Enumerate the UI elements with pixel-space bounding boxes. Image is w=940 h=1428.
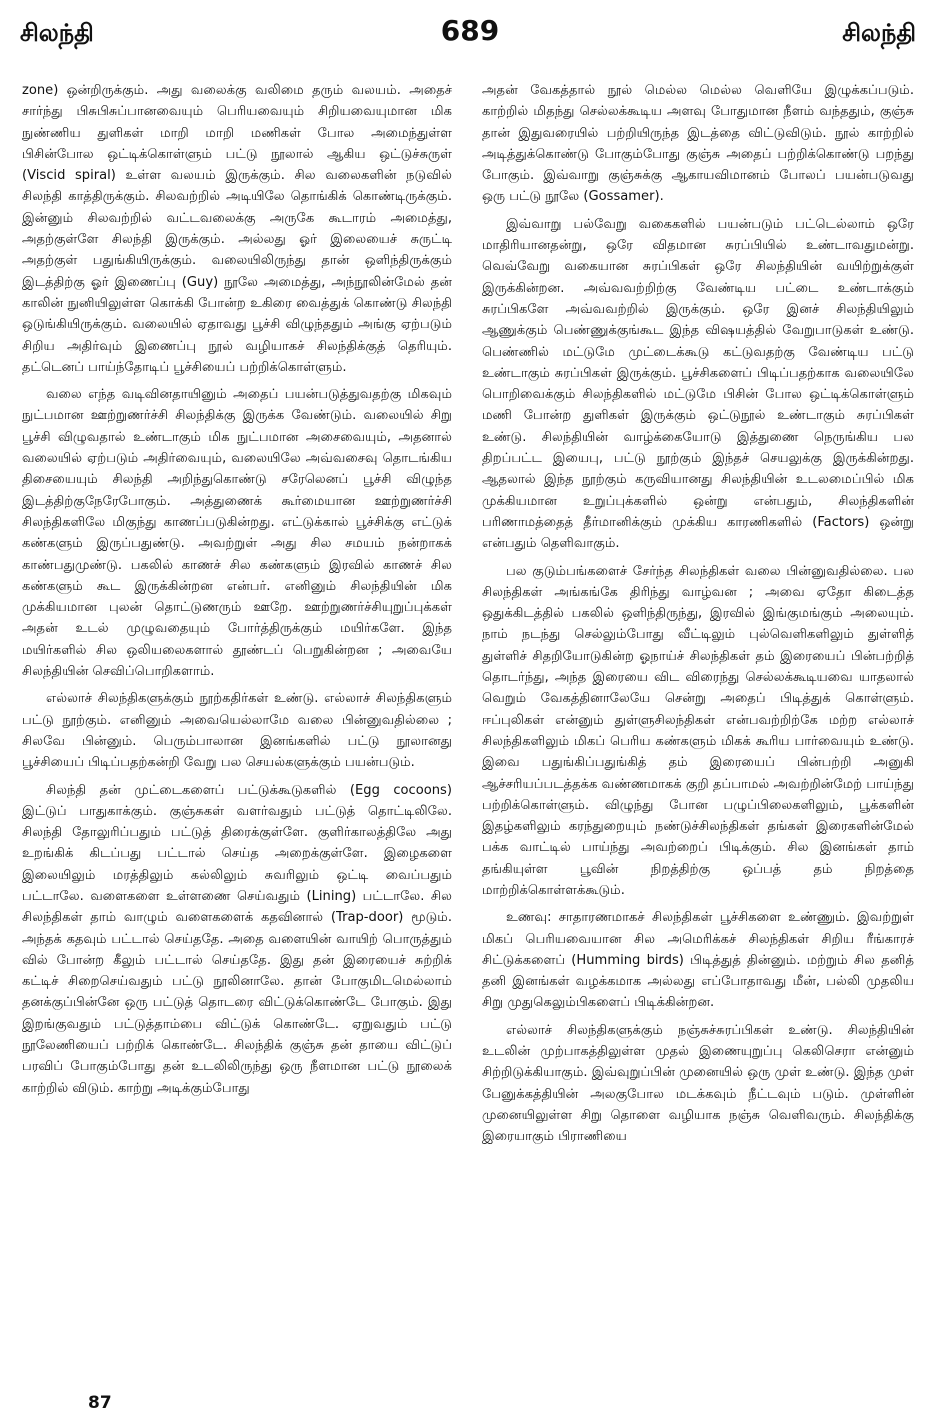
signature-number: 87 — [88, 1393, 112, 1413]
running-head-left: சிலந்தி — [20, 19, 94, 47]
page-number: 689 — [440, 14, 500, 47]
paragraph: பல குடும்பங்களைச் சேர்ந்த சிலந்திகள் வலை பின்னுவதில்லை. பல சிலந்திகள் அங்கங்கே திரிந்து வாழ்வன ; அவை ஏதோ கிடைத்த ஒதுக்கிடத்தில் பகலில் ஒளிந்திருந்து, இரவில் இங்குமங்கும் அலையும். நாம் நடந்து செல்லும்போது வீட்டிலும் புல்வெளிகளிலும் துள்ளித் துள்ளிச் சிதறியோடுகின்ற ஓநாய்ச் சிலந்திகள் தம் இரையைப் பின்பற்றித் தொடர்ந்து, அந்த இரையை விட விரைந்து செல்லக்கூடியவை யாதலால் வெறும் வேகத்தினாலேயே சென்று அதைப் பிடித்துக் கொள்ளும். ஈப்புலிகள் என்னும் துள்ளுசிலந்திகள் என்பவற்றிற்கே மற்ற எல்லாச் சிலந்திகளிலும் மிகப் பெரிய கண்களும் மிகக் கூரிய பார்வையும் உண்டு. இவை பதுங்கிப்பதுங்கித் தம் இரையைப் பின்பற்றி அனுகி ஆச்சரியப்படத்தக்க வண்ணமாகக் குறி தப்பாமல் அவற்றின்மேற் பாய்ந்து பற்றிக்கொள்ளும். விழுந்து போன பழுப்பிலைகளிலும், பூக்களின் இதழ்களிலும் கரந்துறையும் நண்டுச்சிலந்திகள் தங்கள் இரைகளின்மேல் பக்க வாட்டில் பாய்ந்து அவற்றைப் பிடிக்கும். சில இனங்கள் தாம் தங்கியுள்ள பூவின் நிறத்திற்கு ஒப்பத் தம் நிறத்தை மாற்றிக்கொள்ளக்கூடும். — [482, 563, 914, 898]
paragraph: சிலந்தி தன் முட்டைகளைப் பட்டுக்கூடுகளில் (Egg cocoons) இட்டுப் பாதுகாக்கும். குஞ்சுகள் வளர்வதும் பட்டுத் தொட்டிலிலே. சிலந்தி தோலுரிப்பதும் பட்டுத் திரைக்குள்ளே. குளிர்காலத்திலே அது உறங்கிக் கிடப்பது பட்டால் செய்த அறைக்குள்ளே. இழைகளை இலையிலும் மரத்திலும் கல்லிலும் சுவரிலும் ஒட்டி வைப்பதும் பட்டாலே. வளைகளை உள்ளணை செய்வதும் (Lining) பட்டாலே. சில சிலந்திகள் தாம் வாழும் வளைகளைக் கதவினால் (Trap-door) மூடும். அந்தக் கதவும் பட்டால் செய்ததே. அதை வளையின் வாயிற் பொருத்தும் வில் போன்ற கீலும் பட்டால் செய்ததே. இது தன் இரையைச் சுற்றிக் கட்டிச் சிறைசெய்வதும் பட்டு நூலினாலே. தான் போகுமிடமெல்லாம் தனக்குப்பின்னே ஒரு பட்டுத் தொடரை விட்டுக்கொண்டே போகும். இது இறங்குவதும் பட்டுத்தாம்பை விட்டுக் கொண்டே. ஏறுவதும் பட்டு நூலேணியைப் பற்றிக் கொண்டே. சிலந்திக் குஞ்சு தன் தாயை விட்டுப் பரவிப் போகும்போது தன் உடலிலிருந்து ஒரு நீளமான பட்டு நூலைக் காற்றில் விடும். காற்று அடிக்கும்போது — [22, 782, 452, 1096]
paragraph: எல்லாச் சிலந்திகளுக்கும் நூற்கதிர்கள் உண்டு. எல்லாச் சிலந்திகளும் பட்டு நூற்கும். எனினும் அவையெல்லாமே வலை பின்னுவதில்லை ; சிலவே பின்னும். பெரும்பாலான இனங்களில் பட்டு நூலானது பூச்சியைப் பிடிப்பதற்கன்றி வேறு பல செயல்களுக்கும் பயன்படும். — [22, 691, 452, 771]
paragraph: எல்லாச் சிலந்திகளுக்கும் நஞ்சுச்சுரப்பிகள் உண்டு. சிலந்தியின் உடலின் முற்பாகத்திலுள்ள முதல் இணையுறுப்பு கெலிசெரா என்னும் சிற்றிடுக்கியாகும். இவ்வுறுப்பின் முனையில் ஒரு முள் உண்டு. இந்த முள் பேனுக்கத்தியின் அலகுபோல மடக்கவும் நீட்டவும் படும். முள்ளின் முனையிலுள்ள சிறு தொளை வழியாக நஞ்சு வெளிவரும். சிலந்திக்கு இரையாகும் பிராணியை — [482, 1022, 914, 1145]
right-column — [482, 80, 914, 1154]
paragraph: zone) ஒன்றிருக்கும். அது வலைக்கு வலிமை தரும் வலயம். அதைச் சார்ந்து பிசுபிசுப்பானவையும் பெரியவையும் சிறியவையுமான மிக நுண்ணிய துளிகள் மாறி மாறி மணிகள் போல அமைந்துள்ள பிசின்போல ஒட்டிக்கொள்ளும் பட்டு நூலால் ஆகிய ஒட்டுச்சுருள் (Viscid spiral) உள்ள வலயம் இருக்கும். சில வலைகளின் நடுவில் சிலந்தி காத்திருக்கும். சிலவற்றில் அடியிலே தொங்கிக் கொண்டிருக்கும். இன்னும் சிலவற்றில் வட்டவலைக்கு அருகே கூடாரம் அமைத்து, அதற்குள்ளே சிலந்தி இருக்கும். அல்லது ஓர் இலையைச் சுருட்டி அதற்குள் பதுங்கியிருக்கும். வலையிலிருந்து தான் ஒளிந்திருக்கும் இடத்திற்கு ஓர் இணைப்பு (Guy) நூலே அமைத்து, அந்நூலின்மேல் தன் காலின் நுனியிலுள்ள கொக்கி போன்ற உகிரை வைத்துக் கொண்டு சிலந்தி ஒடுங்கியிருக்கும். வலையில் ஏதாவது பூச்சி விழுந்ததும் அங்கு ஏற்படும் சிறிய அதிர்வும் இணைப்பு நூல் வழியாகச் சிலந்திக்குத் தெரியும். தட்டெனப் பாய்ந்தோடிப் பூச்சியைப் பற்றிக்கொள்ளும். — [22, 83, 452, 375]
paragraph: அதன் வேகத்தால் நூல் மெல்ல மெல்ல வெளியே இழுக்கப்படும். காற்றில் மிதந்து செல்லக்கூடிய அளவு போதுமான நீளம் வந்ததும், குஞ்சு தான் இதுவரையில் பற்றியிருந்த இடத்தை விட்டுவிடும். நூல் காற்றில் அடித்துக்கொண்டு போகும்போது குஞ்சு அதைப் பற்றிக்கொண்டு பறந்து போகும். இவ்வாறு குஞ்சுக்கு ஆகாயவிமானம் போலப் பயன்படுவது ஒரு பட்டு நூலே (Gossamer). — [482, 83, 914, 205]
left-column — [22, 80, 452, 1105]
running-head-right: சிலந்தி — [842, 19, 916, 47]
paragraph: உணவு: சாதாரணமாகச் சிலந்திகள் பூச்சிகளை உண்ணும். இவற்றுள் மிகப் பெரியவையான சில அமெரிக்கச் சிலந்திகள் சிறிய ரீங்காரச் சிட்டுக்களைப் (Humming birds) பிடித்துத் தின்னும். மற்றும் சில தனித் தனி இனங்கள் வழக்கமாக அல்லது எப்போதாவது மீன், பல்லி முதலிய சிறு முதுகெலும்பிகளைப் பிடிக்கின்றன. — [482, 910, 914, 1011]
paragraph: வலை எந்த வடிவினதாயினும் அதைப் பயன்படுத்துவதற்கு மிகவும் நுட்பமான ஊற்றுணர்ச்சி சிலந்திக்கு இருக்க வேண்டும். வலையில் சிறு பூச்சி விழுவதால் உண்டாகும் மிக நுட்பமான அசைவையும், அதனால் வலையில் ஏற்படும் அதிர்வையும், வலையிலே அவ்வசைவு தொடங்கிய திசையையும் சிலந்தி அறிந்துகொண்டு சரேலெனப் பூச்சி விழுந்த இடத்திற்குநேரேபோகும். அத்துணைக் கூர்மையான ஊற்றுணர்ச்சி சிலந்திகளிலே மிகுந்து காணப்படுகின்றது. எட்டுக்கால் பூச்சிக்கு எட்டுக் கண்களும் இருப்பதுண்டு. அவற்றுள் அது சில சமயம் நன்றாகக் காண்பதுமுண்டு. பகலில் காணச் சில கண்களும் இரவில் காணச் சில கண்களும் கூட இருக்கின்றன என்பர். எனினும் சிலந்தியின் மிக முக்கியமான புலன் தொட்டுணரும் ஊறே. ஊற்றுணர்ச்சியுறுப்புக்கள் அதன் உடல் முழுவதையும் போர்த்திருக்கும் மயிர்களே. இந்த மயிர்களில் சில ஒலியலைகளால் தூண்டப் பெறுகின்றன ; அவையே சிலந்தியின் செவிப்பொறிகளாம். — [22, 387, 452, 680]
paragraph: இவ்வாறு பல்வேறு வகைகளில் பயன்படும் பட்டெல்லாம் ஒரே மாதிரியானதன்று, ஒரே விதமான சுரப்பியில் உண்டாவதுமன்று. வெவ்வேறு வகையான சுரப்பிகள் ஒரே சிலந்தியின் வயிற்றுக்குள் இருக்கின்றன. அவ்வவற்றிற்கு வேண்டிய பட்டை உண்டாக்கும் சுரப்பிகளே அவ்வவற்றில் இருக்கும். ஒரே இனச் சிலந்தியிலும் ஆணுக்கும் பெண்ணுக்குங்கூட இந்த விஷயத்தில் வேறுபாடுகள் உண்டு. பெண்ணில் மட்டுமே முட்டைக்கூடு கட்டுவதற்கு வேண்டிய பட்டு உண்டாகும் சுரப்பிகள் இருக்கும். பூச்சிகளைப் பிடிப்பதற்காக வலையிலே பொறிவைக்கும் சிலந்திகளில் மட்டுமே பிசின் போல ஒட்டிக்கொள்ளும் மணி போன்ற துளிகள் இருக்கும் ஒட்டுநூல் உண்டாகும் சுரப்பிகள் உண்டு. சிலந்தியின் வாழ்க்கையோடு இத்துணை நெருங்கிய பல திறப்பட்ட இயைபு, பட்டு நூற்கும் இந்தச் செயலுக்கு இருக்கின்றது. ஆதலால் இந்த நூற்கும் கருவியானது சிலந்தியின் உடலமைப்பில் மிக முக்கியமான உறுப்புக்களில் ஒன்று என்பதும், சிலந்திகளின் பரிணாமத்தைத் தீர்மானிக்கும் முக்கிய காரணிகளில் (Factors) ஒன்று என்பதும் தெளிவாகும். — [482, 216, 914, 552]
